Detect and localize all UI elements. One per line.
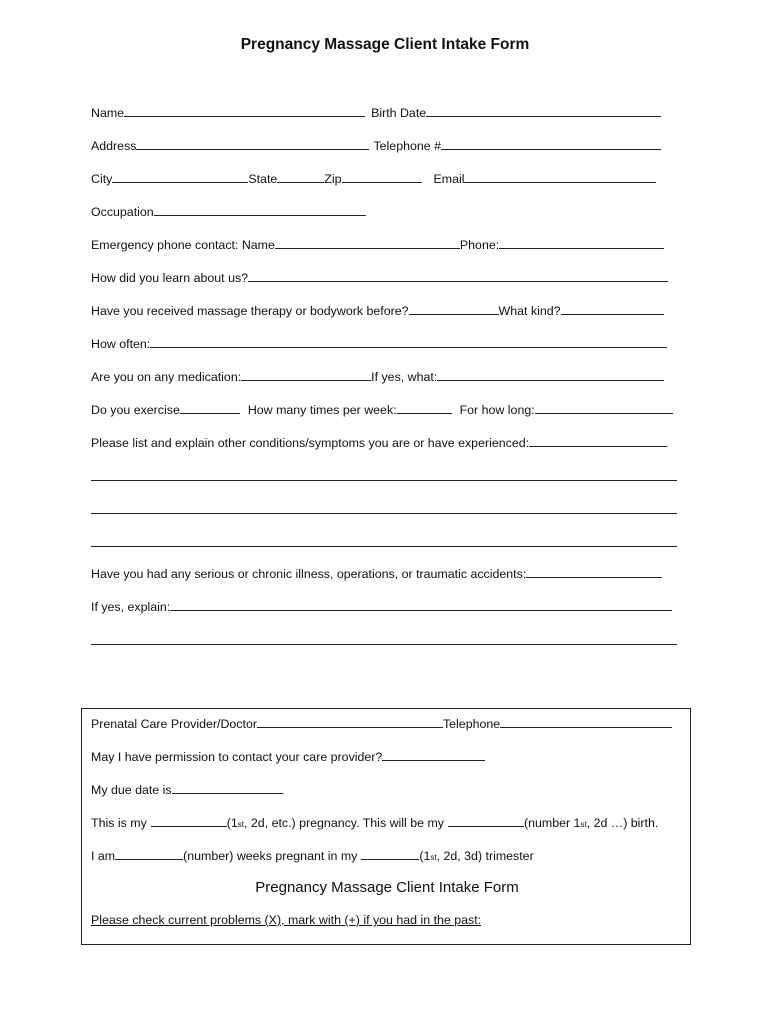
trimester-field[interactable] (361, 848, 419, 860)
conditions-row (91, 435, 667, 451)
if-yes-explain-field[interactable] (170, 599, 672, 611)
city-label: City (91, 172, 113, 186)
what-kind-label: What kind? (498, 304, 561, 318)
how-often-label: How often: (91, 337, 151, 351)
city-row (91, 171, 656, 187)
zip-label: Zip (324, 172, 342, 186)
occupation-field[interactable] (154, 204, 366, 216)
telephone-label: Telephone # (373, 139, 441, 153)
exercise-label: Do you exercise (91, 403, 180, 417)
trimester-hint-a: (1 (419, 849, 431, 863)
weeks-label: (number) weeks pregnant in my (183, 849, 358, 863)
emergency-phone-label: Phone: (459, 238, 500, 252)
this-is-my-label: This is my (91, 816, 147, 830)
occupation-label: Occupation (91, 205, 154, 219)
form-title: Pregnancy Massage Client Intake Form (240, 36, 530, 53)
prenatal-box (81, 708, 691, 945)
due-date-label: My due date is (91, 783, 172, 797)
emergency-row (91, 237, 664, 253)
address-field[interactable] (136, 138, 369, 150)
if-yes-what-label: If yes, what: (371, 370, 438, 384)
state-label: State (248, 172, 278, 186)
section-subtitle: Pregnancy Massage Client Intake Form (255, 879, 519, 896)
provider-row (91, 716, 672, 732)
exercise-field[interactable] (180, 402, 240, 414)
learn-row (91, 270, 668, 286)
if-yes-what-field[interactable] (437, 369, 664, 381)
learn-field[interactable] (248, 270, 668, 282)
how-long-label: For how long: (459, 403, 535, 417)
occupation-row (91, 204, 366, 220)
provider-phone-field[interactable] (500, 716, 672, 728)
illness-field[interactable] (526, 566, 662, 578)
provider-field[interactable] (257, 716, 443, 728)
emergency-phone-field[interactable] (499, 237, 664, 249)
birth-number-field[interactable] (448, 815, 524, 827)
address-label: Address (91, 139, 137, 153)
how-often-row (91, 336, 667, 352)
name-label: Name (91, 106, 125, 120)
medication-row (91, 369, 664, 385)
pregnancy-number-field[interactable] (151, 815, 227, 827)
medication-field[interactable] (241, 369, 371, 381)
pregnancy-hint-b: , 2d, etc.) pregnancy. This will be my (244, 816, 444, 830)
explain-row (91, 599, 672, 615)
conditions-line-1[interactable] (91, 480, 677, 481)
state-field[interactable] (277, 171, 324, 183)
pregnancy-hint-a: (1 (226, 816, 238, 830)
explain-line-1[interactable] (91, 644, 677, 645)
permission-label: May I have permission to contact your care provider? (91, 750, 383, 764)
times-per-week-label: How many times per week: (247, 403, 397, 417)
zip-field[interactable] (342, 171, 422, 183)
address-row (91, 138, 661, 154)
weeks-row: I am (number) weeks pregnant in my (1 st , 2d, 3d) trimester (91, 849, 534, 863)
exercise-row (91, 402, 673, 418)
check-note-row (91, 913, 481, 929)
i-am-label: I am (91, 849, 116, 863)
birth-date-field[interactable] (426, 105, 661, 117)
birth-hint-a: (number 1 (523, 816, 581, 830)
birth-hint-b: , 2d …) birth. (586, 816, 659, 830)
illness-row (91, 566, 662, 582)
how-long-field[interactable] (535, 402, 673, 414)
emergency-name-label: Emergency phone contact: Name (91, 238, 275, 252)
pregnancy-number-row: This is my (1 st , 2d, etc.) pregnancy. This will be my (number 1 st , 2d …) birth. (91, 816, 659, 830)
received-massage-label: Have you received massage therapy or bodywork before? (91, 304, 409, 318)
email-field[interactable] (464, 171, 656, 183)
city-field[interactable] (112, 171, 248, 183)
email-label: Email (433, 172, 465, 186)
birth-date-label: Birth Date (371, 106, 427, 120)
trimester-hint-b: , 2d, 3d) trimester (436, 849, 534, 863)
telephone-field[interactable] (441, 138, 661, 150)
due-date-row (91, 782, 283, 798)
what-kind-field[interactable] (561, 303, 664, 315)
illness-label: Have you had any serious or chronic illness, operations, or traumatic accidents: (91, 567, 527, 581)
times-per-week-field[interactable] (397, 402, 452, 414)
check-note: Please check current problems (X), mark with (+) if you had in the past: (91, 913, 482, 927)
conditions-field[interactable] (529, 435, 667, 447)
massage-row (91, 303, 664, 319)
learn-label: How did you learn about us? (91, 271, 249, 285)
medication-label: Are you on any medication: (91, 370, 242, 384)
provider-phone-label: Telephone (442, 717, 501, 731)
permission-row (91, 749, 485, 765)
permission-field[interactable] (382, 749, 485, 761)
name-field[interactable] (124, 105, 365, 117)
provider-label: Prenatal Care Provider/Doctor (91, 717, 257, 731)
name-row (91, 105, 661, 121)
weeks-field[interactable] (115, 848, 183, 860)
if-yes-explain-label: If yes, explain: (91, 600, 171, 614)
conditions-line-3[interactable] (91, 546, 677, 547)
due-date-field[interactable] (172, 782, 283, 794)
conditions-line-2[interactable] (91, 513, 677, 514)
how-often-field[interactable] (150, 336, 667, 348)
emergency-name-field[interactable] (275, 237, 460, 249)
conditions-label: Please list and explain other conditions/symptoms you are or have experienced: (91, 436, 530, 450)
received-massage-field[interactable] (409, 303, 499, 315)
